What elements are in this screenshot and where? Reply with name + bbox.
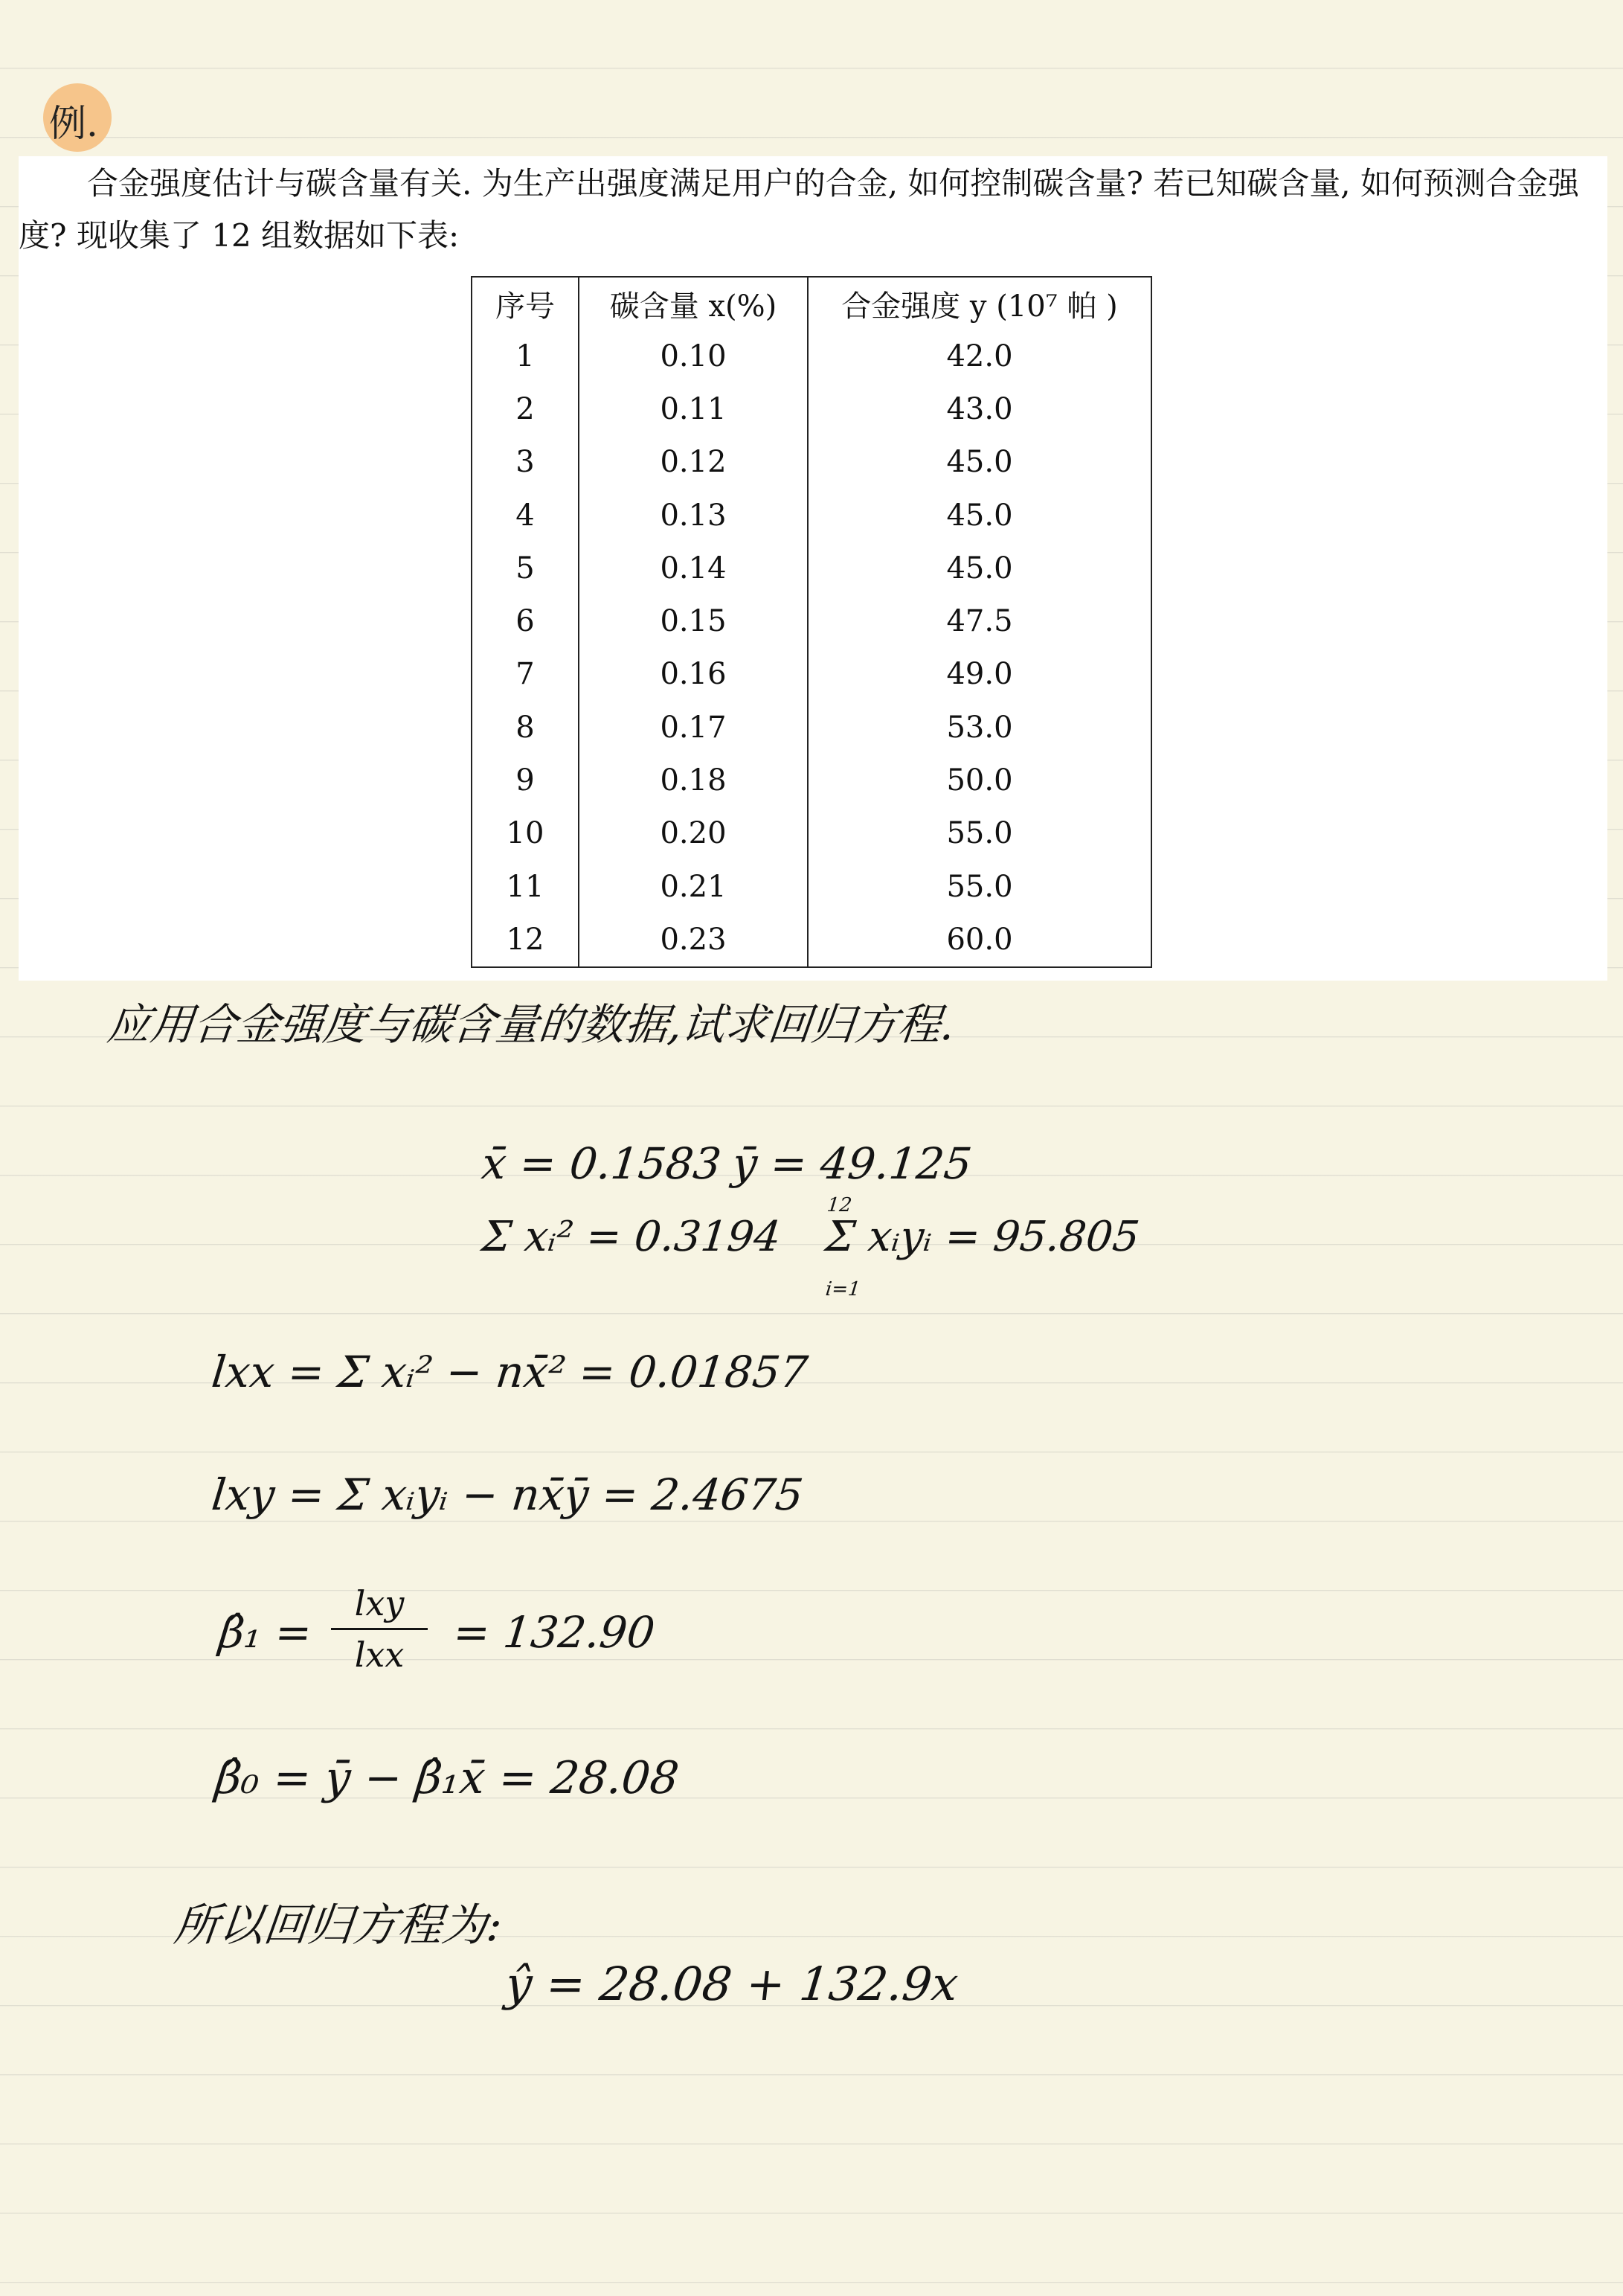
cell-carbon: 0.15: [579, 594, 808, 647]
cell-index: 4: [472, 489, 579, 542]
problem-panel: [19, 156, 1607, 981]
cell-strength: 60.0: [946, 922, 1013, 957]
cell-strength: 53.0: [946, 710, 1013, 745]
table-row: [472, 542, 1151, 594]
cell-carbon: 0.17: [579, 701, 808, 754]
table-row: [472, 330, 1151, 382]
table-row: [472, 701, 1151, 754]
sum-lower-limit: i=1: [824, 1278, 862, 1301]
cell-index: 8: [472, 701, 579, 754]
cell-carbon: 0.18: [579, 754, 808, 807]
column-header-carbon: 碳含量 x(%): [579, 277, 808, 330]
sum-xy: Σ xᵢyᵢ = 95.805: [823, 1213, 1142, 1261]
cell-carbon: 0.23: [579, 913, 808, 966]
table-row: [472, 807, 1151, 860]
lxx-formula: lxx = Σ xᵢ² − nx̄² = 0.01857: [209, 1347, 811, 1397]
cell-strength: 50.0: [946, 763, 1013, 798]
table-row: [472, 594, 1151, 647]
cell-strength: 45.0: [946, 445, 1013, 480]
sum-upper-limit: 12: [826, 1194, 853, 1216]
lxy-formula: lxy = Σ xᵢyᵢ − nx̄ȳ = 2.4675: [209, 1469, 806, 1520]
cell-carbon: 0.21: [579, 860, 808, 913]
fraction-bar: [331, 1628, 428, 1630]
cell-carbon: 0.20: [579, 807, 808, 860]
cell-strength: 49.0: [946, 657, 1013, 692]
beta1-fraction: [331, 1583, 428, 1675]
cell-strength: 55.0: [946, 816, 1013, 851]
mean-y: ȳ = 49.125: [730, 1138, 974, 1189]
cell-carbon: 0.10: [579, 330, 808, 382]
beta1-numerator: lxy: [354, 1583, 405, 1623]
cell-index: 10: [472, 807, 579, 860]
table-row: [472, 754, 1151, 807]
sum-x-squared: Σ xᵢ² = 0.3194: [479, 1213, 783, 1261]
conclusion-text: 所以回归方程为:: [171, 1899, 505, 1952]
cell-index: 11: [472, 860, 579, 913]
mean-x: x̄ = 0.1583: [479, 1138, 724, 1189]
table-row: [472, 382, 1151, 435]
cell-strength: 45.0: [946, 498, 1013, 533]
cell-carbon: 0.13: [579, 489, 808, 542]
cell-index: 2: [472, 382, 579, 435]
example-badge: [43, 83, 112, 152]
table-row: [472, 489, 1151, 542]
cell-index: 5: [472, 542, 579, 594]
cell-index: 1: [472, 330, 579, 382]
cell-index: 3: [472, 436, 579, 489]
table-row: [472, 860, 1151, 913]
cell-strength: 42.0: [946, 339, 1013, 373]
beta0-formula: β̂₀ = ȳ − β̂₁x̄ = 28.08: [213, 1752, 681, 1804]
table-row: [472, 436, 1151, 489]
data-table: [471, 276, 1152, 968]
cell-strength: 45.0: [946, 551, 1013, 586]
column-header-strength: 合金强度 y (10⁷ 帕 ): [841, 289, 1118, 324]
table-header-row: [472, 277, 1151, 330]
example-badge-label: 例.: [49, 102, 98, 145]
beta1-label: β̂₁ =: [216, 1607, 315, 1658]
cell-strength: 55.0: [946, 869, 1013, 904]
task-statement: 应用合金强度与碳含量的数据,试求回归方程.: [104, 999, 957, 1050]
cell-carbon: 0.11: [579, 382, 808, 435]
cell-index: 7: [472, 648, 579, 701]
table-row: [472, 648, 1151, 701]
beta1-value: = 132.90: [451, 1607, 658, 1658]
cell-carbon: 0.16: [579, 648, 808, 701]
cell-index: 6: [472, 594, 579, 647]
cell-strength: 47.5: [946, 604, 1013, 639]
table-row: [472, 913, 1151, 966]
cell-carbon: 0.12: [579, 436, 808, 489]
beta1-denominator: lxx: [354, 1635, 405, 1675]
column-header-index: 序号: [472, 277, 579, 330]
regression-equation: ŷ = 28.08 + 132.9x: [503, 1957, 961, 2011]
cell-strength: 43.0: [946, 391, 1013, 426]
cell-carbon: 0.14: [579, 542, 808, 594]
problem-paragraph: 合金强度估计与碳含量有关. 为生产出强度满足用户的合金, 如何控制碳含量? 若已知碳含量, 如何预测合金强度? 现收集了 12 组数据如下表:: [19, 165, 1579, 254]
cell-index: 12: [472, 913, 579, 966]
cell-index: 9: [472, 754, 579, 807]
